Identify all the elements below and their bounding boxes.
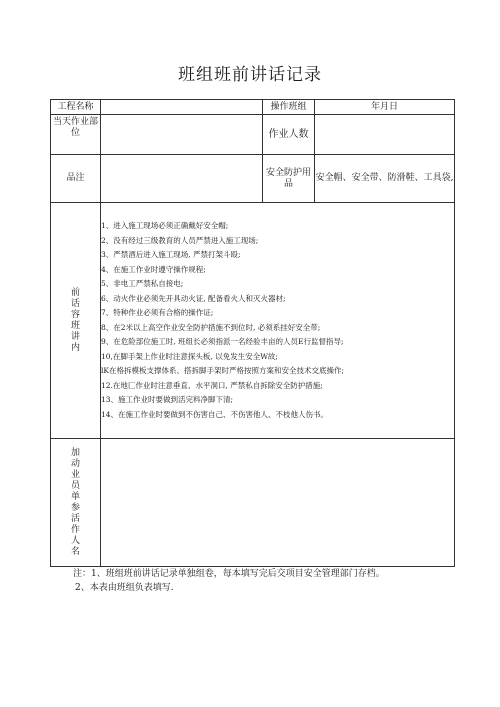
list-item: lK在格拆模板支撑体系、搭拆脚手架时严格按照方案和安全技术交底操作; [101,366,345,375]
work-location-label: 当天作业部位 [51,115,101,155]
remarks-field[interactable] [101,155,263,203]
date-field[interactable]: 年月日 [315,100,455,115]
list-item: 5、非电工严禁私自接电; [101,279,184,288]
signature-label-text: 加动业员单参活作人名 [70,447,80,557]
operating-team-label: 操作班组 [263,100,315,115]
list-item: 7、特种作业必须有合格的操作证; [101,308,214,317]
list-item: 14、在施工作业时要做到不伤害自己、不伤害他人、不枝他人伤书。 [101,409,329,419]
participant-signature-field[interactable] [101,439,455,567]
list-item: 13、施工作业时要做到活完料净脚下清; [101,395,234,404]
list-item: 3、严禁酒后进入施工现场, 严禁打架斗殴; [101,250,241,259]
project-name-label: 工程名称 [51,100,101,115]
list-item: 2、没有经过三级教育的人员严禁进入施工现场; [101,235,259,245]
talk-content-cell [101,203,455,439]
signature-label [51,439,101,567]
list-item: 12.在地匚作业时注意垂直、水平洞口, 严禁私自拆除安全防护措施; [101,380,323,390]
footnotes [73,567,385,595]
safety-rules-list [101,219,454,422]
list-item: 1、进入施工现场必须正确戴好安全帽; [101,221,229,230]
remarks-label: 品注 [51,155,101,203]
list-item: 9、在危险部位施工时, 班组长必须指派一名经验丰亩的人员E行监督指导; [101,337,344,346]
list-item: 4、在施工作业时遵守操作规程; [101,264,206,274]
list-item: 6、动火作业必须先开具动火证, 配备看火人和灭火器材; [101,293,286,303]
page-title: 班组班前讲话记录 [178,65,322,85]
list-item: 8、在2米以上高空作业安全防护措施不到位时, 必须系挂好安全带; [101,322,321,332]
ppe-label: 安全防护用品 [263,155,315,203]
talk-content-label [51,203,101,439]
footnote-2: 2、本表由班组负表填写. [75,583,174,593]
work-location-field[interactable] [101,115,263,155]
worker-count-label: 作业人数 [263,115,315,155]
footnote-1: 注：1、班组班前讲话记录单独组卷，每本填写完后交项目安全管理部门存档。 [73,569,385,579]
talk-content-label-text: 前话容班讲内 [70,287,80,353]
pre-shift-talk-form [50,99,455,567]
project-name-field[interactable] [101,100,263,115]
worker-count-field[interactable] [315,115,455,155]
ppe-items: 安全帽、安全带、防滑鞋、工具袋, [315,155,455,203]
list-item: 10,在脚手架上作业时注意探头板, 以免发生安全W故; [101,351,278,361]
